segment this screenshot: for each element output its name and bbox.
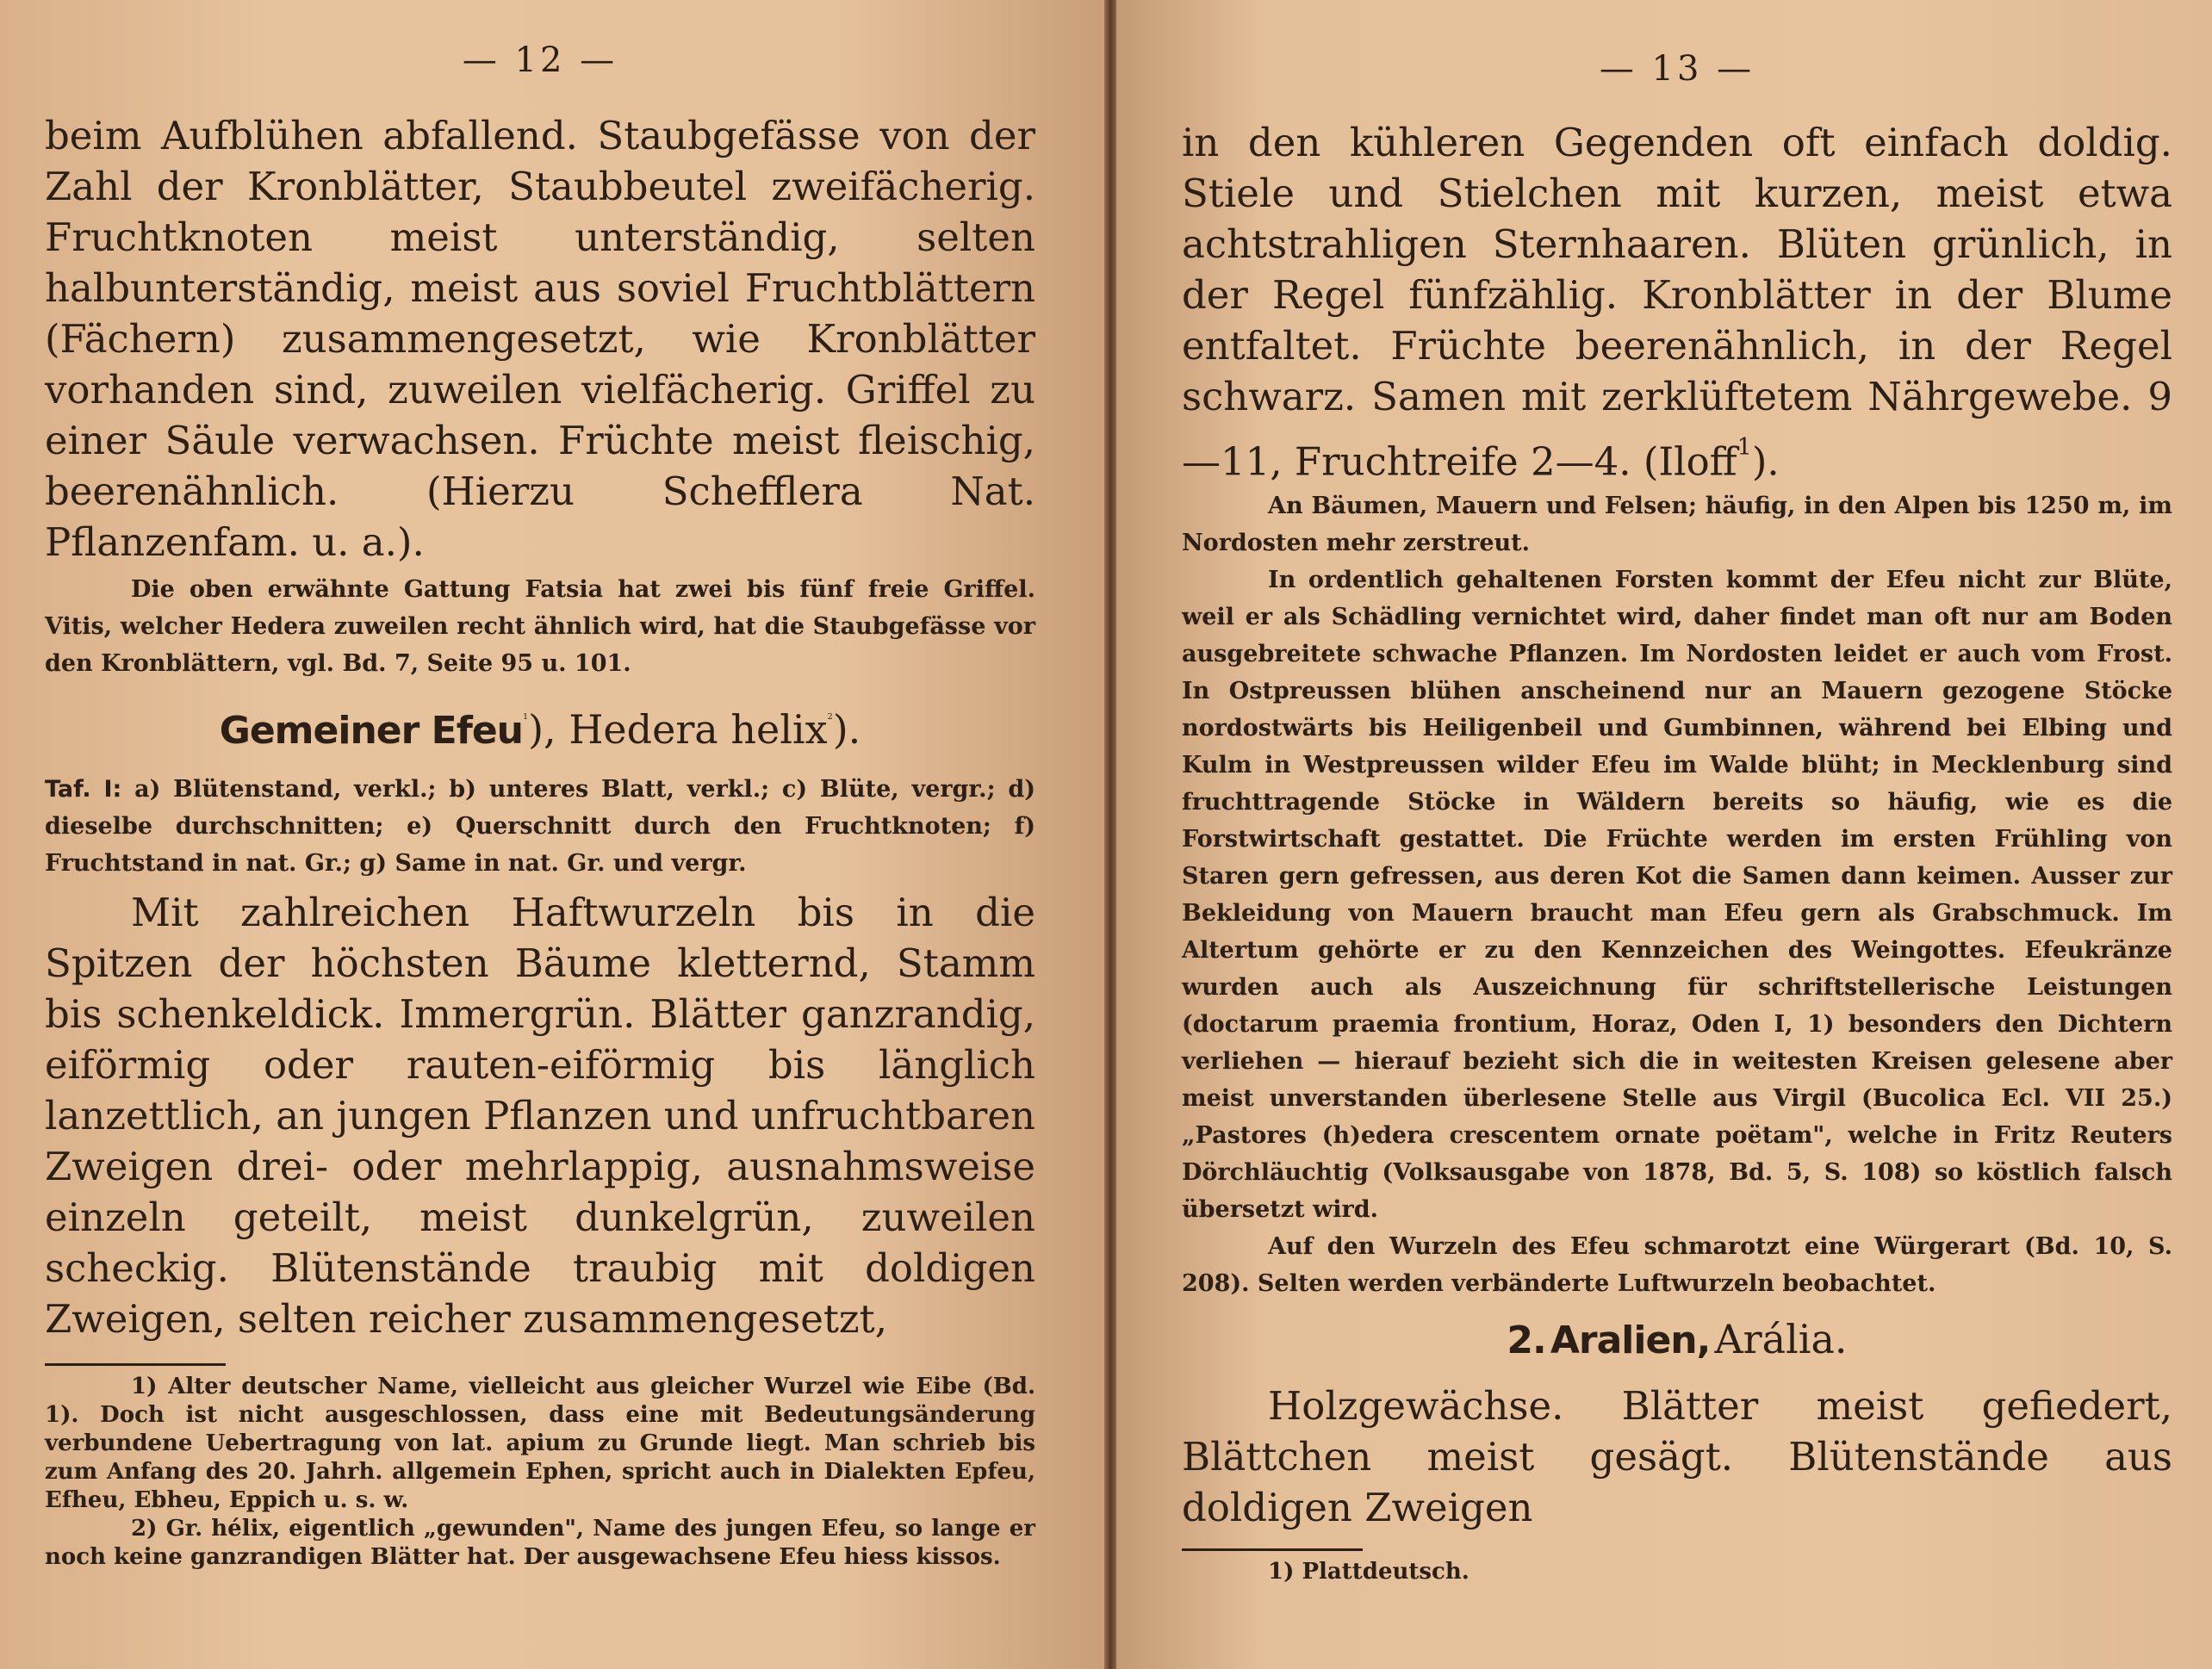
- heading-number: 2.: [1507, 1318, 1546, 1362]
- body-text: ).: [1751, 438, 1780, 485]
- footnote-mark: 1): [131, 1374, 158, 1399]
- footnote-rule: [1182, 1548, 1363, 1551]
- footnote: [45, 1373, 1035, 1515]
- footnote-text: Alter deutscher Name, vielleicht aus gleicher Wurzel wie Eibe (Bd. 1). Doch ist nicht ausgeschlossen, dass eine mit Bedeutungsänderung verbundene Uebertragung von lat. apium zu Grunde liegt. Man schrieb bis zum Anfang des 20. Jahrh. allgemein Ephen, spricht auch in Dialekten Epfeu, Efheu, Ebheu, Eppich u. s. w.: [45, 1374, 1035, 1513]
- footnote-text: Gr. hélix, eigentlich „gewunden", Name des jungen Efeu, so lange er noch keine ganzrandigen Blätter hat. Der ausgewachsene Efeu hiess kissos.: [45, 1516, 1035, 1570]
- small-print-note: Die oben erwähnte Gattung Fatsia hat zwei bis fünf freie Griffel. Vitis, welcher Hedera zuweilen recht ähnlich wird, hat die Staubgefässe vor den Kronblättern, vgl. Bd. 7, Seite 95 u. 101.: [45, 576, 1035, 677]
- plate-reference: [45, 771, 1035, 882]
- plate-text: a) Blütenstand, verkl.; b) unteres Blatt, verkl.; c) Blüte, vergr.; d) dieselbe durchschnitten; e) Querschnitt durch den Fruchtknoten; f) Fruchtstand in nat. Gr.; g) Same in nat. Gr. und vergr.: [45, 776, 1035, 877]
- habitat-note: An Bäumen, Mauern und Felsen; häufig, in den Alpen bis 1250 m, im Nordosten mehr zerstreut.: [1182, 492, 2172, 556]
- footnote-mark: 1): [1268, 1558, 1295, 1585]
- heading-footnote-mark: 2: [827, 712, 833, 722]
- small-print-note: In ordentlich gehaltenen Forsten kommt der Efeu nicht zur Blüte, weil er als Schädling vernichtet wird, daher findet man oft nur am Boden ausgebreitete schwache Pflanzen. Im Nordosten leidet er auch vom Frost. In Ostpreussen blühen anscheinend nur an Mauern gezogene Stöcke nordostwärts bis Heiligenbeil und Gumbinnen, während bei Elbing und Kulm in Westpreussen wilder Efeu im Walde blüht; in Mecklenburg sind fruchttragende Stöcke in Wäldern bereits so häufig, wie es die Forstwirtschaft gestattet. Die Früchte werden im ersten Frühling von Staren gern gefressen, aus deren Kot die Samen dann keimen. Ausser zur Bekleidung von Mauern braucht man Efeu gern als Grabschmuck. Im Altertum gehörte er zu den Kennzeichen des Weingottes. Efeukränze wurden auch als Auszeichnung für schriftstellerische Leistungen (doctarum praemia frontium, Horaz, Oden I, 1) besonders den Dichtern verliehen — hierauf bezieht sich die in weitesten Kreisen gelesene aber meist unverstanden überlesene Stelle aus Virgil (Bucolica Ecl. VII 25.) „Pastores (h)edera crescentem ornate poëtam", welche in Fritz Reuters Dörchläuchtig (Volksausgabe von 1878, Bd. 5, S. 108) so köstlich falsch übersetzt wird.: [1182, 566, 2172, 1223]
- page-number: — 13 —: [1599, 49, 1755, 89]
- right-page: [1116, 0, 2212, 1669]
- small-print-note: Auf den Wurzeln des Efeu schmarotzt eine Würgerart (Bd. 10, S. 208). Selten werden verbänderte Luftwurzeln beobachtet.: [1182, 1232, 2172, 1297]
- body-paragraph: [1182, 117, 2172, 487]
- footnote-text: Plattdeutsch.: [1302, 1558, 1469, 1585]
- body-paragraph: Mit zahlreichen Haftwurzeln bis in die Spitzen der höchsten Bäume kletternd, Stamm bis schenkeldick. Immergrün. Blätter ganzrandig, eiförmig oder rauten-eiförmig bis länglich lanzettlich, an jungen Pflanzen und unfruchtbaren Zweigen drei- oder mehrlappig, ausnahmsweise einzeln geteilt, meist dunkelgrün, zuweilen scheckig. Blütenstände traubig mit doldigen Zweigen, selten reicher zusammengesetzt,: [45, 890, 1035, 1342]
- body-paragraph: beim Aufblühen abfallend. Staubgefässe von der Zahl der Kronblätter, Staubbeutel zweifächerig. Fruchtknoten meist unterständig, selten halbunterständig, meist aus soviel Fruchtblättern (Fächern) zusammengesetzt, wie Kronblätter vorhanden sind, zuweilen vielfächerig. Griffel zu einer Säule verwachsen. Früchte meist fleischig, beerenähnlich. (Hierzu Schefflera Nat. Pflanzenfam. u. a.).: [45, 113, 1035, 565]
- body-paragraph: Holzgewächse. Blätter meist gefiedert, Blättchen meist gesägt. Blütenstände aus doldigen Zweigen: [1182, 1382, 2172, 1530]
- plate-label: Taf. I:: [45, 776, 122, 803]
- family-heading: [1182, 1309, 2172, 1379]
- footnote-rule: [45, 1363, 226, 1366]
- footnote: [1182, 1558, 2172, 1586]
- footnote-mark: 2): [131, 1516, 158, 1542]
- heading-german-name: Aralien,: [1550, 1318, 1711, 1362]
- page-number: — 12 —: [462, 40, 618, 80]
- body-text: in den kühleren Gegenden oft einfach doldig. Stiele und Stielchen mit kurzen, meist etwa achtstrahligen Sternhaaren. Blüten grünlich, in der Regel fünfzählig. Kronblätter in der Blume entfaltet. Früchte beerenähnlich, in der Regel schwarz. Samen mit zerklüftetem Nährgewebe. 9—11, Fruchtreife 2—4. (Iloff: [1182, 120, 2172, 485]
- footnote: [45, 1515, 1035, 1572]
- heading-german-name: Gemeiner Efeu: [219, 709, 523, 753]
- species-heading: Gemeiner Efeu$^1$), Hedera helix$^2$).: [219, 706, 861, 753]
- footnote-mark: 1: [1737, 434, 1752, 461]
- heading-footnote-mark: 1: [523, 712, 529, 722]
- left-page: [0, 0, 1104, 1669]
- book-gutter: [1104, 0, 1116, 1669]
- heading-latin-name: Hedera helix: [569, 706, 828, 753]
- heading-latin-name: Arália.: [1714, 1315, 1848, 1362]
